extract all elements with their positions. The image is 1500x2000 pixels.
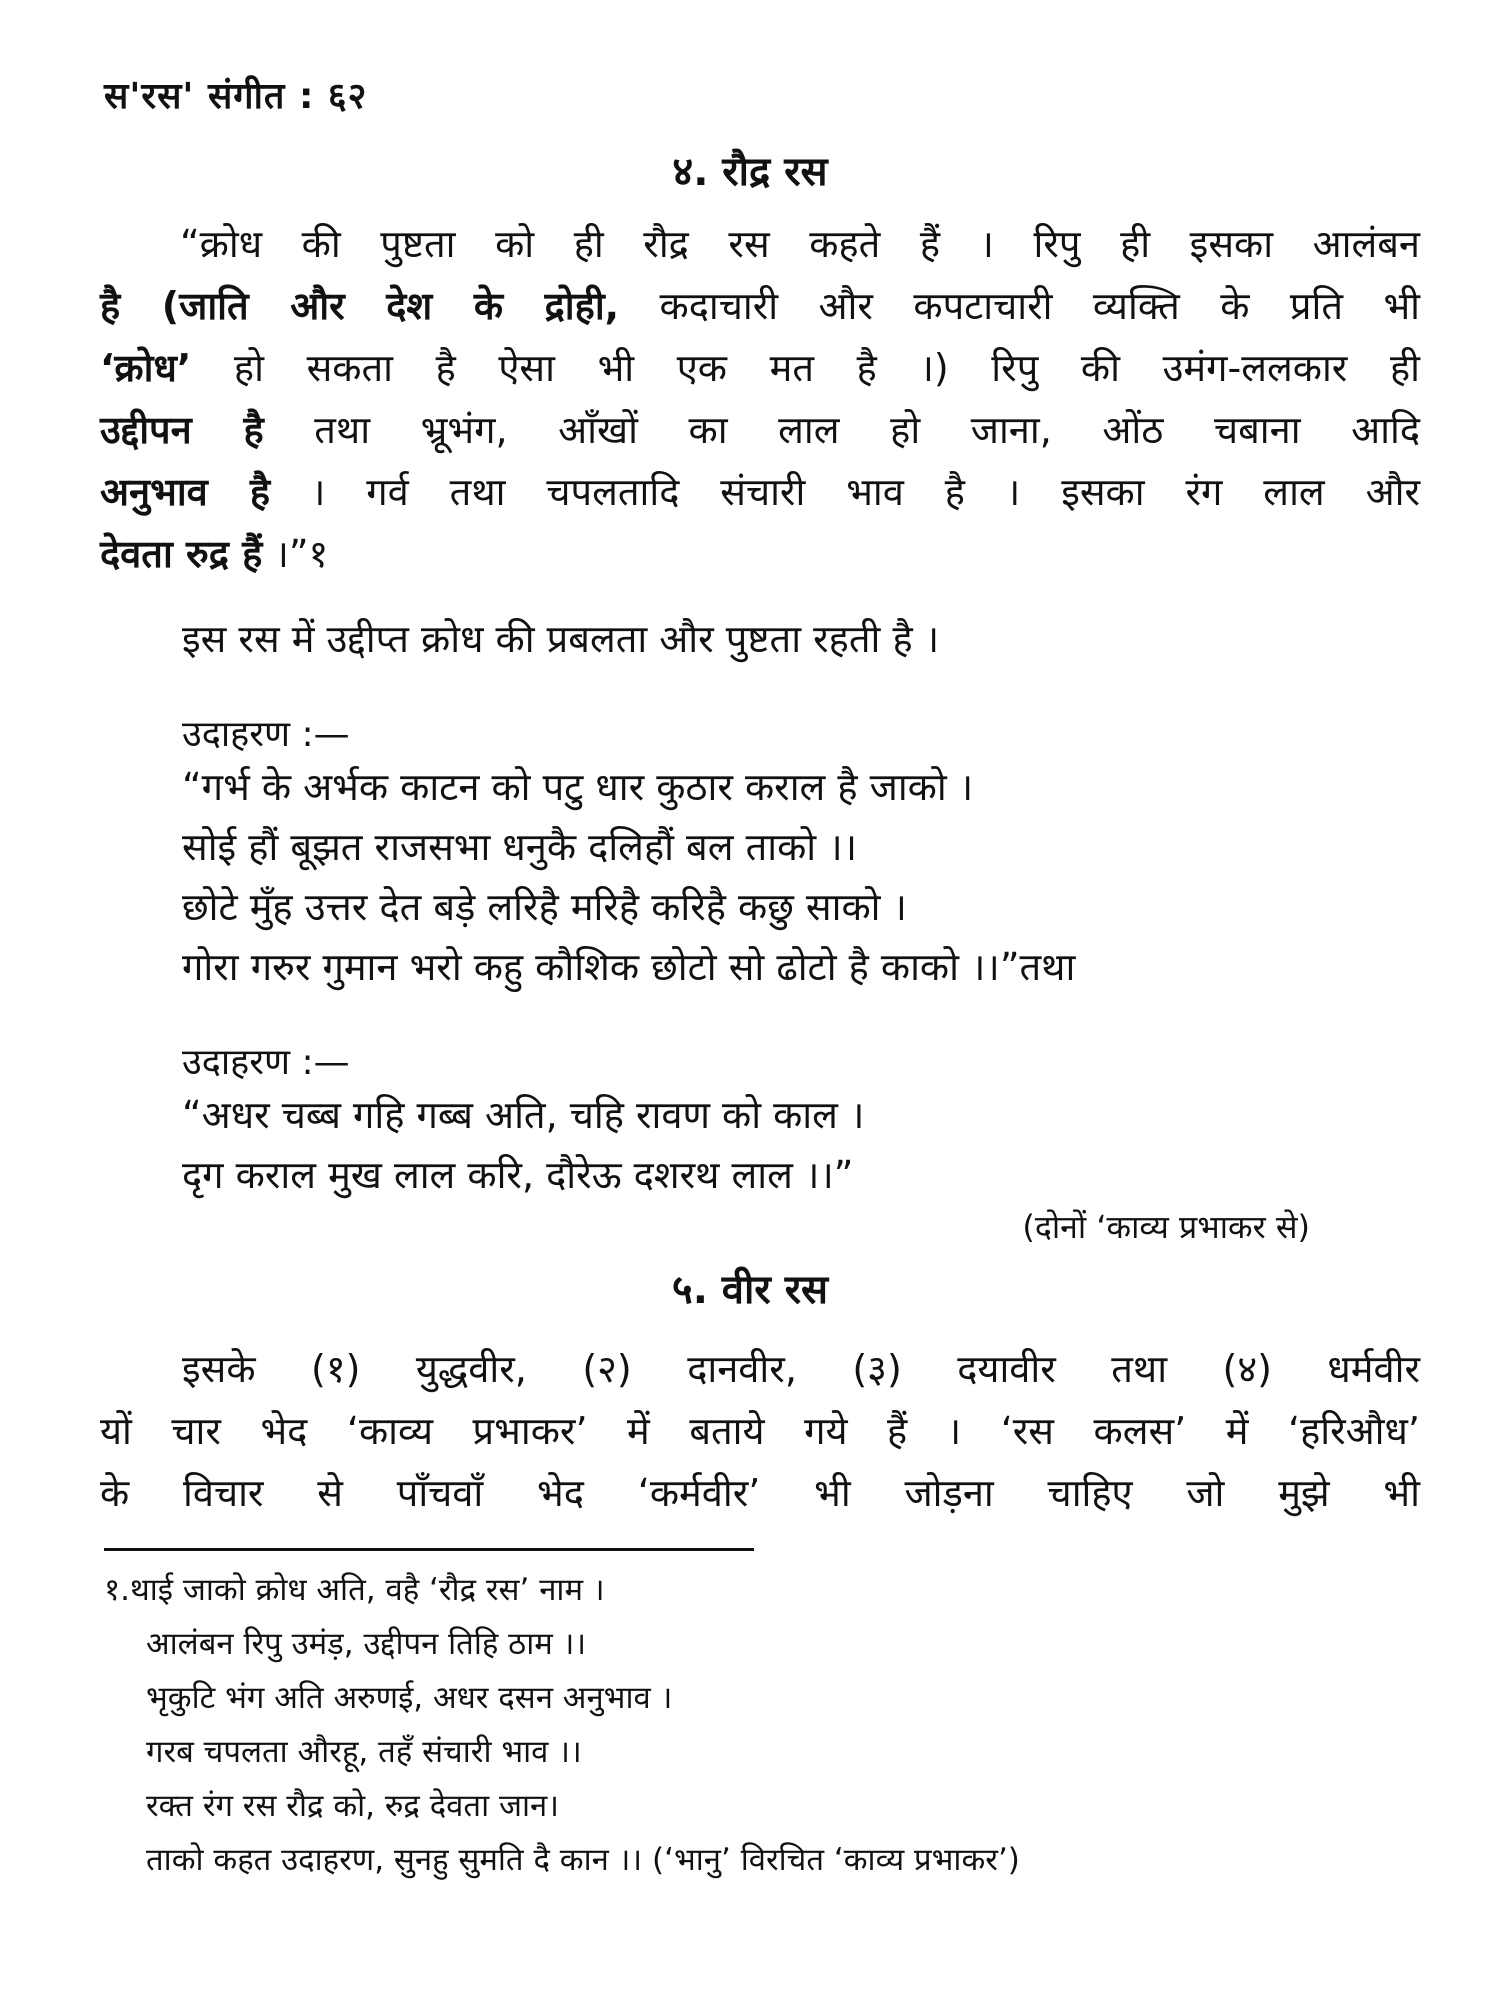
verse-line: “गर्भ के अर्भक काटन को पटु धार कुठार कराल है जाको । (182, 765, 974, 809)
verse-line: दृग कराल मुख लाल करि, दौरेऊ दशरथ लाल ।।” (182, 1153, 854, 1197)
paragraph-line (100, 532, 329, 576)
line-text: “क्रोध की पुष्टता को ही रौद्र रस कहते हैं । रिपु ही इसका आलंबन (180, 222, 1420, 266)
footnote-line: भृकुटि भंग अति अरुणई, अधर दसन अनुभाव । (146, 1680, 673, 1716)
footnote-line: १.थाई जाको क्रोध अति, वहै ‘रौद्र रस’ नाम । (104, 1572, 605, 1608)
verse-line: छोटे मुँह उत्तर देत बड़े लरिहै मरिहै करिहै कछु साको । (182, 885, 907, 929)
section-heading-raudra-ras: ४. रौद्र रस (672, 149, 828, 195)
section-heading-veer-ras: ५. वीर रस (671, 1267, 829, 1313)
bold-phrase: ‘क्रोध’ (100, 346, 192, 390)
paragraph-line: यों चार भेद ‘काव्य प्रभाकर’ में बताये गये हैं । ‘रस कलस’ में ‘हरिऔध’ (100, 1409, 1420, 1453)
footnote-line: ताको कहत उदाहरण, सुनहु सुमति दै कान ।। (‘भानु’ विरचित ‘काव्य प्रभाकर’) (146, 1842, 1020, 1878)
line-text: तथा भ्रूभंग, आँखों का लाल हो जाना, ओंठ चबाना आदि (263, 408, 1421, 452)
bold-phrase: उद्दीपन है (100, 408, 264, 452)
paragraph-line (100, 408, 1421, 452)
paragraph-line (180, 222, 1420, 266)
paragraph-line (100, 470, 1421, 514)
paragraph-line (100, 346, 1420, 390)
verse-line: सोई हौं बूझत राजसभा धनुकै दलिहौं बल ताको ।। (182, 825, 857, 869)
example-label: उदाहरण :— (182, 714, 350, 755)
verse-line: गोरा गरुर गुमान भरो कहु कौशिक छोटो सो ढोटो है काको ।।”तथा (182, 945, 1076, 989)
bold-phrase: अनुभाव है (100, 470, 271, 514)
line-text: हो सकता है ऐसा भी एक मत है ।) रिपु की उमंग-ललकार ही (191, 346, 1420, 390)
source-attribution: (दोनों ‘काव्य प्रभाकर से) (1022, 1208, 1310, 1246)
bold-phrase: देवता रुद्र हैं (100, 532, 263, 576)
line-text: । गर्व तथा चपलतादि संचारी भाव है । इसका रंग लाल और (270, 470, 1421, 514)
line-text: ।”१ (262, 532, 329, 576)
running-head: स'रस' संगीत : ६२ (104, 76, 368, 117)
footnote-line: आलंबन रिपु उमंड़, उद्दीपन तिहि ठाम ।। (146, 1626, 587, 1662)
paragraph-line: के विचार से पाँचवाँ भेद ‘कर्मवीर’ भी जोड़ना चाहिए जो मुझे भी (100, 1471, 1420, 1515)
bold-phrase: है (जाति और देश के द्रोही, (100, 284, 620, 328)
paragraph-line: इसके (१) युद्धवीर, (२) दानवीर, (३) दयावीर तथा (४) धर्मवीर (182, 1347, 1420, 1391)
verse-line: “अधर चब्ब गहि गब्ब अति, चहि रावण को काल । (182, 1093, 865, 1137)
footnote-line: गरब चपलता औरहू, तहँ संचारी भाव ।। (146, 1734, 582, 1770)
footnote-divider (104, 1548, 754, 1551)
raudra-summary-line: इस रस में उद्दीप्त क्रोध की प्रबलता और पुष्टता रहती है । (182, 617, 940, 661)
footnote-line: रक्त रंग रस रौद्र को, रुद्र देवता जान। (146, 1788, 559, 1824)
line-text: कदाचारी और कपटाचारी व्यक्ति के प्रति भी (619, 284, 1421, 328)
paragraph-line (100, 284, 1421, 328)
example-label: उदाहरण :— (182, 1042, 350, 1083)
